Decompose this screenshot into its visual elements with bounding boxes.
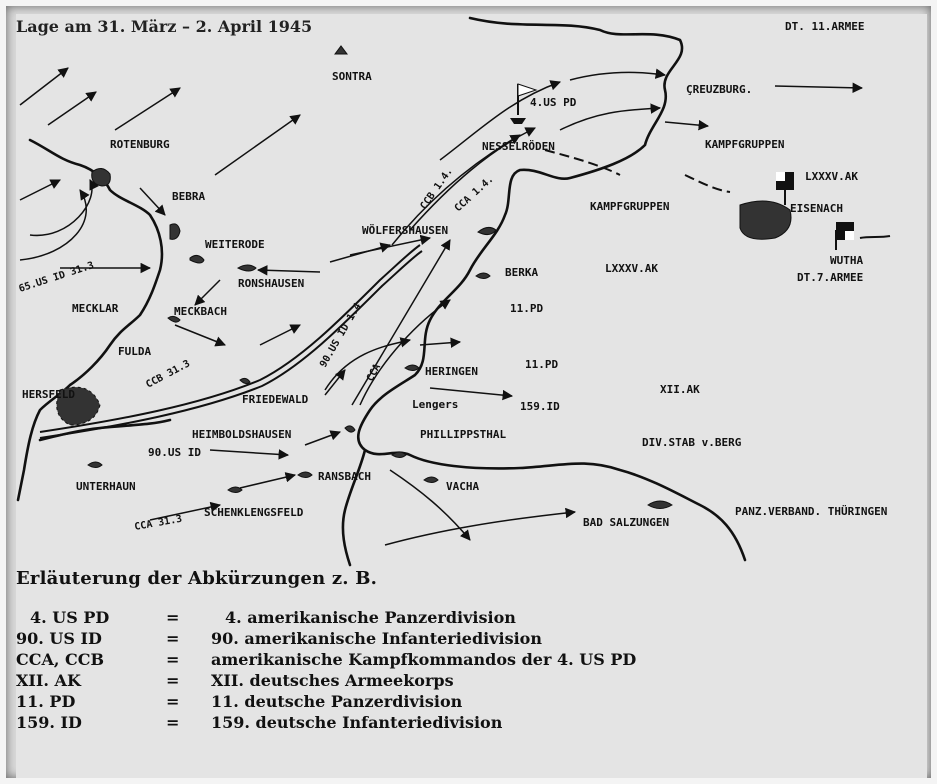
town-marker-friedewald bbox=[240, 378, 250, 383]
town-marker-unterhaun bbox=[88, 462, 102, 468]
label-cca-31-3: CCA 31.3 bbox=[133, 513, 183, 533]
legend-abbr: XII. AK bbox=[16, 671, 81, 690]
label-dt11-armee: DT. 11.ARMEE bbox=[785, 20, 865, 33]
town-marker-heringen bbox=[405, 365, 419, 371]
label-ccb-1-4: CCB 1.4. bbox=[418, 165, 456, 212]
town-marker-wolfershausen bbox=[478, 227, 496, 234]
legend-equals: = bbox=[166, 671, 180, 690]
label-159-id: 159.ID bbox=[520, 400, 560, 413]
label-div-stab: DIV.STAB v.BERG bbox=[642, 436, 742, 449]
label-hersfeld: HERSFELD bbox=[22, 388, 75, 401]
town-marker-schenklengsfeld bbox=[228, 487, 242, 493]
label-wolfershausen: WÖLFERSHAUSEN bbox=[362, 224, 449, 237]
road-eisenach bbox=[685, 175, 730, 192]
legend-equals: = bbox=[166, 608, 180, 627]
label-nesselroden: NESSELRÖDEN bbox=[482, 140, 555, 153]
legend-row bbox=[16, 691, 916, 712]
legend-equals: = bbox=[166, 629, 180, 648]
town-marker-berka bbox=[476, 273, 490, 279]
label-friedewald: FRIEDEWALD bbox=[242, 393, 309, 406]
label-90-us-id-1-4: 90.US ID 1.4 bbox=[318, 301, 364, 370]
label-dt7-armee: DT.7.ARMEE bbox=[797, 271, 864, 284]
legend-title: Erläuterung der Abkürzungen z. B. bbox=[16, 568, 378, 589]
legend-equals: = bbox=[166, 650, 180, 669]
flag-lxxxv-ak bbox=[776, 172, 794, 205]
legend-row bbox=[16, 649, 916, 670]
label-eisenach: EISENACH bbox=[790, 202, 843, 215]
legend-row bbox=[16, 712, 916, 733]
label-kampfgruppen-north: KAMPFGRUPPEN bbox=[705, 138, 785, 151]
fulda-river bbox=[18, 140, 162, 500]
label-cca: CCA bbox=[364, 362, 384, 384]
legend-definition: 159. deutsche Infanteriedivision bbox=[211, 713, 503, 732]
label-mecklar: MECKLAR bbox=[72, 302, 119, 315]
label-11-pd-south: 11.PD bbox=[525, 358, 559, 371]
label-lxxxv-ak-flag: LXXXV.AK bbox=[805, 170, 858, 183]
town-marker-bad-salzungen bbox=[648, 501, 672, 509]
label-ransbach: RANSBACH bbox=[318, 470, 371, 483]
town-marker-ronshausen bbox=[238, 265, 256, 271]
legend-row bbox=[16, 628, 916, 649]
label-4-us-pd: 4.US PD bbox=[530, 96, 577, 109]
label-ronshausen: RONSHAUSEN bbox=[238, 277, 305, 290]
map-title: Lage am 31. März – 2. April 1945 bbox=[16, 17, 313, 36]
label-rotenburg: ROTENBURG bbox=[110, 138, 170, 151]
label-11-pd-north: 11.PD bbox=[510, 302, 544, 315]
legend-definition: 4. amerikanische Panzerdivision bbox=[225, 608, 516, 627]
town-marker-sontra bbox=[335, 46, 347, 54]
legend-abbr: CCA, CCB bbox=[16, 650, 105, 669]
town-marker-bebra bbox=[170, 224, 180, 239]
label-creuzburg: ÇREUZBURG. bbox=[686, 83, 753, 96]
label-ccb-31-3: CCB 31.3 bbox=[144, 358, 192, 391]
town-marker-weiterode bbox=[190, 255, 204, 263]
label-wutha: WUTHA bbox=[830, 254, 864, 267]
label-heringen: HERINGEN bbox=[425, 365, 478, 378]
town-marker-rotenburg bbox=[92, 168, 111, 186]
legend-abbr: 90. US ID bbox=[16, 629, 102, 648]
legend-equals: = bbox=[166, 692, 180, 711]
legend-abbr: 4. US PD bbox=[30, 608, 110, 627]
label-heimboldshausen: HEIMBOLDSHAUSEN bbox=[192, 428, 292, 441]
town-marker-heimboldshausen bbox=[345, 426, 355, 432]
label-65-us-id: 65.US ID 31.3 bbox=[17, 260, 96, 295]
label-sontra: SONTRA bbox=[332, 70, 372, 83]
legend-equals: = bbox=[166, 713, 180, 732]
label-berka: BERKA bbox=[505, 266, 539, 279]
town-marker-eisenach bbox=[740, 201, 791, 239]
flag-dt7-armee bbox=[836, 222, 854, 250]
label-phillippsthal: PHILLIPPSTHAL bbox=[420, 428, 507, 441]
label-unterhaun: UNTERHAUN bbox=[76, 480, 136, 493]
label-lengers: Lengers bbox=[412, 398, 459, 411]
label-fulda: FULDA bbox=[118, 345, 152, 358]
town-marker-vacha bbox=[424, 477, 438, 483]
legend-row bbox=[16, 670, 916, 691]
ulster-river bbox=[343, 450, 365, 565]
legend-row bbox=[16, 607, 916, 628]
label-bebra: BEBRA bbox=[172, 190, 206, 203]
label-vacha: VACHA bbox=[446, 480, 480, 493]
label-lxxxv-ak: LXXXV.AK bbox=[605, 262, 658, 275]
legend-abbr: 11. PD bbox=[16, 692, 76, 711]
label-schenklengsfeld: SCHENKLENGSFELD bbox=[204, 506, 304, 519]
label-kampfgruppen-south: KAMPFGRUPPEN bbox=[590, 200, 670, 213]
road-wutha bbox=[860, 236, 890, 238]
label-meckbach: MECKBACH bbox=[174, 305, 227, 318]
legend-definition: 90. amerikanische Infanteriedivision bbox=[211, 629, 542, 648]
road-east bbox=[545, 150, 620, 175]
label-weiterode: WEITERODE bbox=[205, 238, 265, 251]
town-marker-ransbach bbox=[298, 472, 312, 478]
legend-abbr: 159. ID bbox=[16, 713, 82, 732]
legend-definition: amerikanische Kampfkommandos der 4. US PD bbox=[211, 650, 637, 669]
abbreviation-legend bbox=[16, 568, 916, 733]
label-panz-verband: PANZ.VERBAND. THÜRINGEN bbox=[735, 505, 888, 518]
label-bad-salzungen: BAD SALZUNGEN bbox=[583, 516, 670, 529]
label-cca-1-4: CCA 1.4. bbox=[452, 173, 496, 215]
legend-definition: 11. deutsche Panzerdivision bbox=[211, 692, 463, 711]
label-90-us-id: 90.US ID bbox=[148, 446, 201, 459]
legend-definition: XII. deutsches Armeekorps bbox=[211, 671, 454, 690]
label-xii-ak: XII.AK bbox=[660, 383, 700, 396]
